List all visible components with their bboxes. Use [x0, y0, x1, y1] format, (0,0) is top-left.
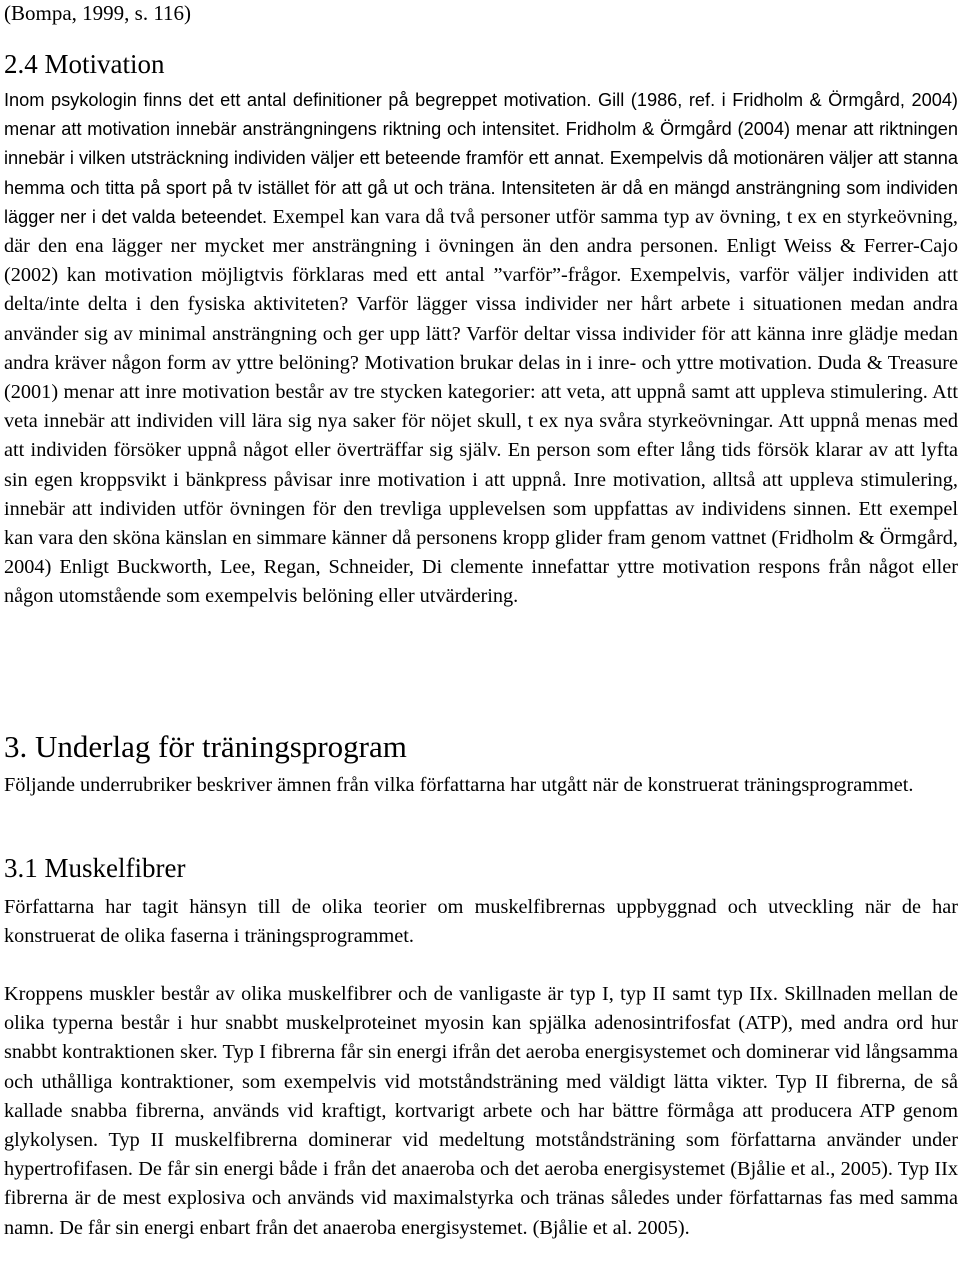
section-heading-2-4: 2.4 Motivation	[4, 49, 165, 79]
section-heading-3-1: 3.1 Muskelfibrer	[4, 853, 186, 883]
paragraph-motivation-serif-part: Exempel kan vara då två personer utför samma typ av övning, t ex en styrkeövning, där den ena lägger ner mycket mer ansträngning i övningen än den andra personen. Enligt Weiss & Ferrer-Cajo (2002) kan motivation möjligtvis förklaras med ett antal ”varför”-frågor. Exempelvis, varför väljer individen att delta/inte delta i den fysiska aktiviteten? Varför lägger vissa individer ner hårt arbete i situationen medan andra använder sig av minimal ansträngning och ger upp lätt? Varför deltar vissa individer för att känna inre glädje medan andra kräver någon form av yttre belöning? Motivation brukar delas in i inre- och yttre motivation. Duda & Treasure (2001) menar att inre motivation består av tre stycken kategorier: att veta, att uppnå samt att uppleva stimulering. Att veta innebär att individen vill lära sig nya saker för nöjet skull, t ex nya svåra styrkeövningar. Att uppnå menas med att individen försöker uppnå något eller överträffar sig själv. En person som efter lång tids försök klarar av att lyfta sin egen kroppsvikt i bänkpress påvisar inre motivation i att uppnå. Inre motivation, alltså att uppleva stimulering, innebär att individen utför övningen för den trevliga upplevelsen som uppfattas av individens sinnen. Ett exempel kan vara den sköna känslan en simmare känner då personens kropp glider fram genom vattnet (Fridholm & Örmgård, 2004) Enligt Buckworth, Lee, Regan, Schneider, Di clemente innefattar yttre motivation respons från något eller någon utomstående som exempelvis belöning eller utvärdering.	[4, 205, 958, 608]
paragraph-underlag: Följande underrubriker beskriver ämnen från vilka författarna har utgått när de konstruerat träningsprogrammet.	[4, 774, 914, 796]
paragraph-motivation	[4, 86, 958, 612]
paragraph-muskelfibrer-intro: Författarna har tagit hänsyn till de olika teorier om muskelfibrernas uppbyggnad och utveckling när de har konstruerat de olika faserna i träningsprogrammet.	[4, 896, 958, 948]
paragraph-muskelfibrer-typer: Kroppens muskler består av olika muskelfibrer och de vanligaste är typ I, typ II samt typ IIx. Skillnaden mellan de olika typerna består i hur snabbt muskelproteinet myosin kan spjälka adenosintrifosfat (ATP), med andra ord hur snabbt kontraktionen sker. Typ I fibrerna får sin energi ifrån det aeroba energisystemet och dominerar vid långsamma och uthålliga kontraktioner, som exempelvis vid motståndsträning med väldigt lätta vikter. Typ II fibrerna, de så kallade snabba fibrerna, används vid kraftigt, kortvarigt arbete och har bättre förmåga att producera ATP genom glykolysen. Typ II muskelfibrerna dominerar vid medeltung motståndsträning som författarna använder under hypertrofifasen. De får sin energi både i från det anaeroba och det aeroba energisystemet (Bjålie et al., 2005). Typ IIx fibrerna är de mest explosiva och används vid maximalstyrka och tränas således under författarnas fas med samma namn. De får sin energi enbart från det anaeroba energisystemet. (Bjålie et al. 2005).	[4, 983, 958, 1239]
top-citation: (Bompa, 1999, s. 116)	[4, 1, 192, 25]
paragraph-motivation-sans-part: Inom psykologin finns det ett antal definitioner på begreppet motivation. Gill (1986, ref. i Fridholm & Örmgård, 2004) menar att motivation innebär ansträngningens riktning och intensitet. Fridholm & Örmgård (2004) menar att riktningen innebär i vilken utsträckning individen väljer ett beteende framför ett annat. Exempelvis då motionären väljer att stanna hemma och titta på sport på tv istället för att gå ut och träna. Intensiteten är då en mängd ansträngning som individen lägger ner i det valda beteendet.	[4, 90, 958, 227]
section-heading-3: 3. Underlag för träningsprogram	[4, 729, 407, 764]
